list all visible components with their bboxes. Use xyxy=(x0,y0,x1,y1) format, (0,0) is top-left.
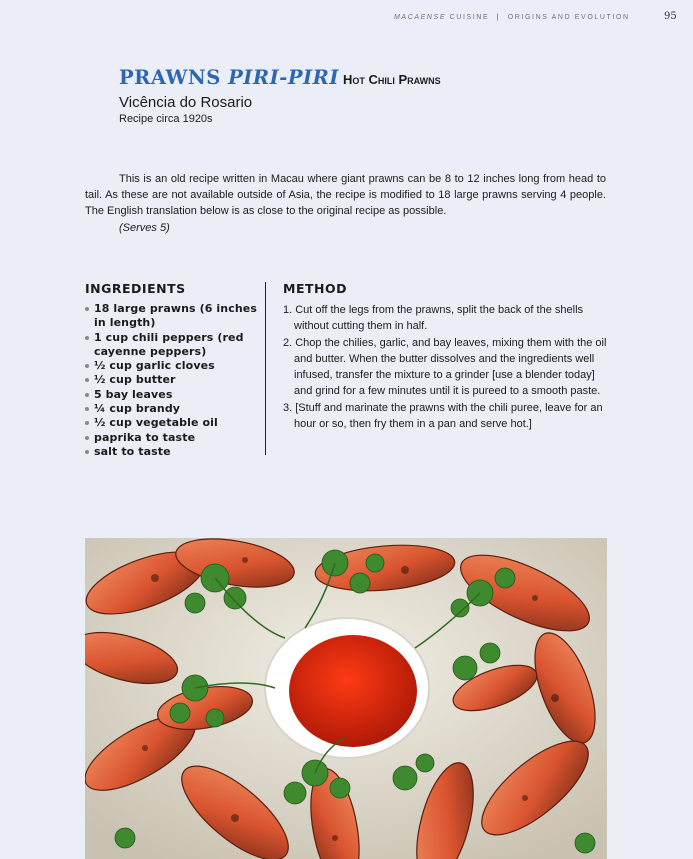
recipe-title-word: PRAWNS xyxy=(119,66,229,89)
method-step: 1. Cut off the legs from the prawns, split the back of the shells without cutting them in half. xyxy=(283,304,584,333)
ingredient-item: paprika to taste xyxy=(85,431,260,445)
recipe-header xyxy=(119,57,639,111)
ingredient-item: ½ cup garlic cloves xyxy=(85,359,260,373)
recipe-title-italic: PIRI-PIRI xyxy=(228,66,339,89)
ingredient-item: 1 cup chili peppers (red cayenne peppers) xyxy=(85,331,260,360)
method-step: 2. Chop the chilies, garlic, and bay leaves, mixing them with the oil and butter. When the butter dissolves and the ingredients well infused, transfer the mixture to a grinder [use a blender today] and grind for a few minutes until it is pureed to a smooth paste. xyxy=(283,336,607,398)
recipe-date: Recipe circa 1920s xyxy=(119,113,213,125)
ingredient-item: ¼ cup brandy xyxy=(85,402,260,416)
ingredient-item: 5 bay leaves xyxy=(85,388,260,402)
column-divider xyxy=(265,282,266,455)
running-head xyxy=(394,14,630,21)
ingredients-list xyxy=(85,302,260,459)
method-list xyxy=(283,302,613,432)
running-head-part2: CUISINE xyxy=(449,14,490,21)
ingredient-item: salt to taste xyxy=(85,445,260,459)
recipe-photo xyxy=(85,538,607,859)
ingredient-item: 18 large prawns (6 inches in length) xyxy=(85,302,260,331)
ingredient-item: ½ cup butter xyxy=(85,373,260,387)
ingredients-section xyxy=(85,281,260,459)
prawns-photo-illustration xyxy=(85,538,607,859)
ingredients-heading: INGREDIENTS xyxy=(85,281,186,296)
page-number: 95 xyxy=(664,11,677,22)
recipe-title xyxy=(119,57,639,89)
recipe-author: Vicência do Rosario xyxy=(119,94,253,111)
running-head-part3: ORIGINS AND EVOLUTION xyxy=(507,14,630,21)
method-step: 3. [Stuff and marinate the prawns with the chili puree, leave for an hour or so, then fry them in a pan and serve hot.] xyxy=(283,401,603,431)
recipe-title-main xyxy=(119,66,339,89)
running-head-part1: MACAENSE xyxy=(394,14,447,21)
method-section xyxy=(283,281,613,432)
ingredient-item: ½ cup vegetable oil xyxy=(85,416,260,430)
recipe-subtitle: Hot Chili Prawns xyxy=(342,72,441,87)
running-head-separator: | xyxy=(496,14,501,21)
method-heading: METHOD xyxy=(283,281,347,296)
recipe-serves: (Serves 5) xyxy=(119,222,170,234)
recipe-intro: This is an old recipe written in Macau where giant prawns can be 8 to 12 inches long from head to tail. As these are not available outside of Asia, the recipe is modified to 18 large prawns serving 4 people. The English translation below is as close to the original recipe as possible. xyxy=(85,173,606,217)
